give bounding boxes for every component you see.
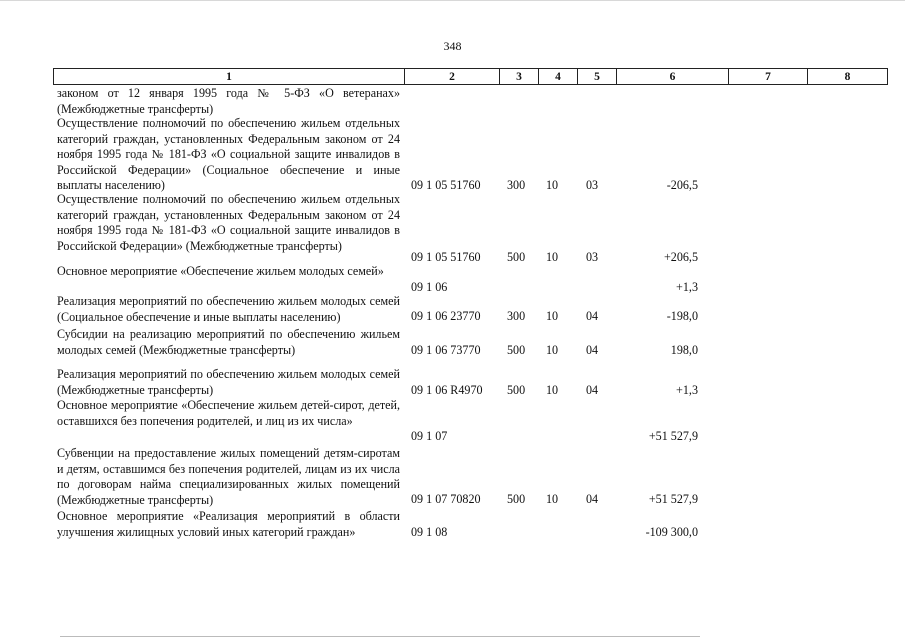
- row-subsection: 04: [586, 492, 599, 506]
- row-amount: 198,0: [670, 343, 698, 357]
- row-code: 09 1 06: [411, 280, 448, 294]
- row-expense-type: 300: [507, 178, 526, 192]
- row-subsection: 04: [586, 343, 599, 357]
- row-description: Реализация мероприятий по обеспечению жильем молодых семей (Социальное обеспечение и иные выплаты населению): [57, 294, 400, 324]
- row-amount: +51 527,9: [648, 492, 698, 506]
- row-expense-type: 500: [507, 383, 526, 397]
- row-code: 09 1 05 51760: [411, 250, 481, 264]
- row-description: Субсидии на реализацию мероприятий по обеспечению жильем молодых семей (Межбюджетные трансферты): [57, 327, 400, 357]
- row-description: Осуществление полномочий по обеспечению жильем отдельных категорий граждан, установленных Федеральным законом от 24 ноября 1995 года № 181-ФЗ «О социальной защите инвалидов в Российской Федерации» (Межбюджетные трансферты): [57, 192, 400, 253]
- row-section: 10: [546, 343, 559, 357]
- column-header-5: 5: [578, 69, 617, 85]
- column-header-6: 6: [617, 69, 729, 85]
- row-description: Реализация мероприятий по обеспечению жильем молодых семей (Межбюджетные трансферты): [57, 367, 400, 397]
- row-code: 09 1 05 51760: [411, 178, 481, 192]
- row-code: 09 1 08: [411, 525, 448, 539]
- row-description: Основное мероприятие «Обеспечение жильем молодых семей»: [57, 264, 384, 278]
- row-code: 09 1 07 70820: [411, 492, 481, 506]
- column-header-1: 1: [54, 69, 405, 85]
- row-expense-type: 500: [507, 492, 526, 506]
- row-section: 10: [546, 250, 559, 264]
- column-header-8: 8: [808, 69, 888, 85]
- row-amount: -206,5: [666, 178, 698, 192]
- row-description: Субвенции на предоставление жилых помещений детям-сиротам и детям, оставшимся без попечения родителей, лицам из их числа по договорам найма специализированных жилых помещений (Межбюджетные трансферты): [57, 446, 400, 507]
- row-description: Основное мероприятие «Реализация мероприятий в области улучшения жилищных условий иных категорий граждан»: [57, 509, 400, 539]
- row-amount: -198,0: [666, 309, 698, 323]
- row-subsection: 04: [586, 309, 599, 323]
- row-expense-type: 500: [507, 250, 526, 264]
- row-section: 10: [546, 492, 559, 506]
- row-code: 09 1 06 R4970: [411, 383, 483, 397]
- row-code: 09 1 06 73770: [411, 343, 481, 357]
- row-code: 09 1 07: [411, 429, 448, 443]
- column-header-3: 3: [500, 69, 539, 85]
- row-amount: -109 300,0: [645, 525, 698, 539]
- column-header-4: 4: [539, 69, 578, 85]
- column-header-2: 2: [405, 69, 500, 85]
- row-section: 10: [546, 178, 559, 192]
- column-header-7: 7: [729, 69, 808, 85]
- page-number: 348: [443, 39, 462, 53]
- row-section: 10: [546, 309, 559, 323]
- row-subsection: 03: [586, 178, 599, 192]
- row-expense-type: 500: [507, 343, 526, 357]
- row-description: Основное мероприятие «Обеспечение жильем детей-сирот, детей, оставшихся без попечения родителей, и лиц из их числа»: [57, 398, 400, 428]
- row-section: 10: [546, 383, 559, 397]
- row-description: Осуществление полномочий по обеспечению жильем отдельных категорий граждан, установленных Федеральным законом от 24 ноября 1995 года № 181-ФЗ «О социальной защите инвалидов в Российской Федерации» (Социальное обеспечение и иные выплаты населению): [57, 116, 400, 192]
- row-subsection: 03: [586, 250, 599, 264]
- row-amount: +1,3: [676, 383, 698, 397]
- row-expense-type: 300: [507, 309, 526, 323]
- row-amount: +51 527,9: [648, 429, 698, 443]
- row-subsection: 04: [586, 383, 599, 397]
- row-description: законом от 12 января 1995 года № 5-ФЗ «О ветеранах» (Межбюджетные трансферты): [57, 86, 400, 116]
- row-amount: +1,3: [676, 280, 698, 294]
- row-amount: +206,5: [663, 250, 698, 264]
- row-code: 09 1 06 23770: [411, 309, 481, 323]
